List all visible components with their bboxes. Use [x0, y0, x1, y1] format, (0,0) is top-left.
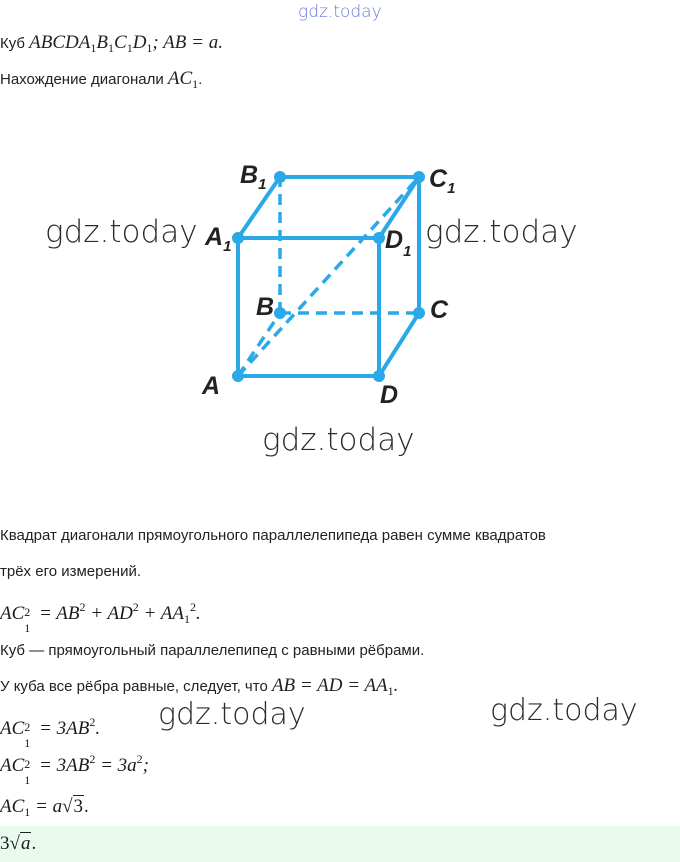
- watermark-top: gdz.today: [298, 2, 382, 22]
- answer: 3√a.: [0, 833, 37, 854]
- cube-name: $ABCDA_1B_1C_1D_1$; AB = a.: [29, 32, 223, 55]
- vertex-d1: [373, 232, 385, 244]
- label-c: C: [430, 296, 449, 324]
- formula-diagonal-squared: AC 2 1 = $AB^2 + AD^2 + AA_1^2$.: [0, 600, 201, 635]
- cube-figure: [0, 120, 680, 590]
- watermark-right: gdz.today: [425, 214, 578, 250]
- formula-3a-squared: AC 2 1 = $3AB^2 = 3a^2$;: [0, 752, 149, 787]
- task-line: Нахождение диагонали $AC_1$.: [0, 68, 203, 91]
- diagonal-ac1: [238, 177, 419, 376]
- label-b1: $B_1$: [240, 161, 267, 193]
- label-b: B: [256, 293, 275, 321]
- label-c1: $C_1$: [429, 165, 456, 197]
- answer-bar: [0, 826, 680, 862]
- watermark-mid-right: gdz.today: [490, 693, 638, 728]
- label-a: A: [202, 372, 221, 400]
- vertex-a1: [232, 232, 244, 244]
- vertex-c1: [413, 171, 425, 183]
- watermark-bottom: gdz.today: [262, 422, 415, 458]
- vertex-b: [274, 307, 286, 319]
- formula-result: $AC_1 = a√3$.: [0, 796, 89, 819]
- label-d1: $D_1$: [385, 226, 412, 260]
- cube-definition: Куб — прямоугольный параллелепипед с равными рёбрами.: [0, 642, 425, 659]
- watermark-mid-left: gdz.today: [158, 697, 306, 732]
- watermark-left: gdz.today: [45, 214, 198, 250]
- vertex-a: [232, 370, 244, 382]
- problem-statement: Куб $ABCDA_1B_1C_1D_1$; AB = a.: [0, 32, 223, 55]
- edge-a-b: [238, 313, 280, 376]
- vertex-b1: [274, 171, 286, 183]
- label-a1: $A_1$: [205, 223, 232, 255]
- formula-3ab: AC 2 1 = $3AB^2$.: [0, 715, 101, 750]
- theorem-line-2: трёх его измерений.: [0, 563, 142, 580]
- equal-edges-line: У куба все рёбра равные, следует, что AB = AD = $AA_1$.: [0, 675, 399, 698]
- vertex-c: [413, 307, 425, 319]
- edge-d-c: [379, 313, 419, 376]
- label-d: D: [380, 381, 399, 409]
- theorem-line-1: Квадрат диагонали прямоугольного параллелепипеда равен сумме квадратов: [0, 527, 546, 544]
